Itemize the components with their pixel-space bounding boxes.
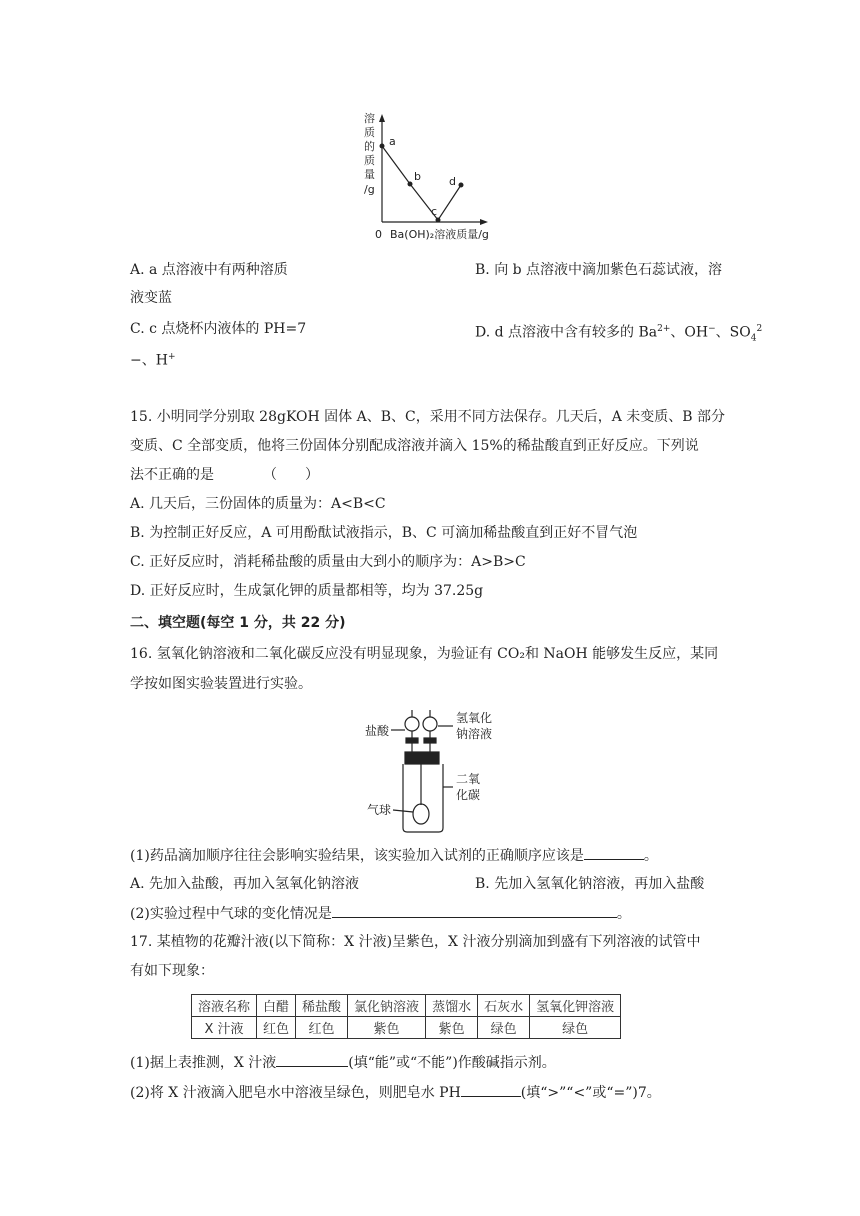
- point-label-d: d: [449, 175, 456, 188]
- q15-option-b: B. 为控制正好反应，A 可用酚酞试液指示，B、C 可滴加稀盐酸直到正好不冒气泡: [130, 525, 638, 541]
- answer-blank[interactable]: [332, 903, 617, 918]
- table-cell: 氯化钠溶液: [348, 995, 426, 1017]
- q14-option-b-cont: 液变蓝: [130, 290, 172, 306]
- y-axis-char: 质: [364, 126, 375, 139]
- q16-stem-line1: 16. 氢氧化钠溶液和二氧化碳反应没有明显现象，为验证有 CO₂和 NaOH 能够发生反应，某同: [130, 646, 719, 662]
- answer-blank[interactable]: [276, 1052, 348, 1067]
- table-cell: 石灰水: [478, 995, 530, 1017]
- q14-option-b: B. 向 b 点溶液中滴加紫色石蕊试液，溶: [475, 262, 723, 278]
- y-axis-char: 质: [364, 154, 375, 167]
- q16-sub1: (1)药品滴加顺序往往会影响实验结果，该实验加入试剂的正确顺序应该是 。: [130, 845, 658, 866]
- table-header-row: [192, 995, 621, 1017]
- q15-stem-line3: 法不正确的是 （ ）: [130, 467, 319, 483]
- label-naoh-1: 氢氧化: [456, 711, 493, 725]
- point-c: [436, 218, 441, 223]
- table-cell: 氢氧化钾溶液: [530, 995, 621, 1017]
- q14-option-d-cont: −、H+: [130, 352, 176, 369]
- y-axis-arrow: [379, 114, 385, 122]
- q17-stem-line2: 有如下现象：: [130, 963, 214, 979]
- point-label-b: b: [414, 170, 421, 183]
- table-cell: X 汁液: [192, 1017, 257, 1039]
- balloon: [413, 804, 429, 824]
- label-balloon: 气球: [367, 803, 392, 817]
- point-b: [408, 182, 413, 187]
- answer-blank[interactable]: [461, 1082, 521, 1097]
- q16-stem-line2: 学按如图实验装置进行实验。: [130, 676, 312, 692]
- q14-option-d: D. d 点溶液中含有较多的 $Ba^{2+}$、OH−、$SO_4^2$: [475, 324, 763, 344]
- q17-sub1: (1)据上表推测，X 汁液 (填“能”或“不能”)作酸碱指示剂。: [130, 1052, 556, 1073]
- q16-option-b: B. 先加入氢氧化钠溶液，再加入盐酸: [475, 876, 705, 892]
- table-cell: 稀盐酸: [296, 995, 348, 1017]
- y-axis-char: 溶: [364, 112, 375, 125]
- label-naoh-2: 钠溶液: [456, 727, 493, 741]
- q15-option-c: C. 正好反应时，消耗稀盐酸的质量由大到小的顺序为：A>B>C: [130, 554, 526, 570]
- left-stopcock: [406, 738, 418, 743]
- left-funnel-bulb: [405, 717, 419, 731]
- table-cell: 白醋: [257, 995, 296, 1017]
- bottle: [403, 764, 443, 832]
- q14-option-c: C. c 点烧杯内液体的 PH=7: [130, 321, 307, 337]
- table-cell: 紫色: [426, 1017, 478, 1039]
- solute-mass-graph: [0, 100, 860, 350]
- point-label-a: a: [389, 135, 396, 148]
- table-cell: 绿色: [530, 1017, 621, 1039]
- right-stopcock: [424, 738, 436, 743]
- table-row: [192, 1017, 621, 1039]
- x-axis-label: Ba(OH)₂溶液质量/g: [390, 228, 489, 241]
- label-co2-2: 化碳: [456, 788, 481, 802]
- answer-blank[interactable]: [584, 845, 644, 860]
- table-cell: 紫色: [348, 1017, 426, 1039]
- point-a: [380, 144, 385, 149]
- q15-stem-line2: 变质、C 全部变质，他将三份固体分别配成溶液并滴入 15%的稀盐酸直到正好反应。下列说: [130, 438, 699, 454]
- origin-label: 0: [375, 228, 382, 241]
- q17-sub2: (2)将 X 汁液滴入肥皂水中溶液呈绿色，则肥皂水 PH (填“>”“<”或“=”)7。: [130, 1082, 661, 1103]
- point-d: [459, 183, 464, 188]
- section-title: 二、填空题(每空 1 分，共 22 分): [130, 615, 346, 631]
- bottle-stopper: [405, 752, 439, 764]
- q15-option-a: A. 几天后，三份固体的质量为：A<B<C: [130, 496, 386, 512]
- table-cell: 红色: [257, 1017, 296, 1039]
- right-funnel-bulb: [423, 717, 437, 731]
- label-hcl: 盐酸: [365, 724, 390, 738]
- label-co2-1: 二氧: [456, 772, 481, 786]
- table-cell: 红色: [296, 1017, 348, 1039]
- point-label-c: c: [431, 205, 438, 218]
- q15-stem-line1: 15. 小明同学分别取 28gKOH 固体 A、B、C，采用不同方法保存。几天后，A 未变质、B 部分: [130, 409, 726, 425]
- apparatus-diagram: [355, 700, 555, 840]
- table-cell: 绿色: [478, 1017, 530, 1039]
- table-cell: 蒸馏水: [426, 995, 478, 1017]
- q16-option-a: A. 先加入盐酸，再加入氢氧化钠溶液: [130, 876, 360, 892]
- q14-option-a: A. a 点溶液中有两种溶质: [130, 262, 288, 278]
- q16-sub2: (2)实验过程中气球的变化情况是 。: [130, 903, 631, 924]
- x-axis-arrow: [480, 219, 488, 225]
- y-axis-char: /g: [364, 183, 375, 196]
- q17-stem-line1: 17. 某植物的花瓣汁液(以下简称：X 汁液)呈紫色，X 汁液分别滴加到盛有下列溶液的试管中: [130, 934, 701, 950]
- q15-option-d: D. 正好反应时，生成氯化钾的质量都相等，均为 37.25g: [130, 583, 484, 599]
- indicator-table: [191, 994, 621, 1039]
- y-axis-char: 的: [364, 140, 375, 153]
- table-cell: 溶液名称: [192, 995, 257, 1017]
- y-axis-char: 量: [364, 168, 375, 181]
